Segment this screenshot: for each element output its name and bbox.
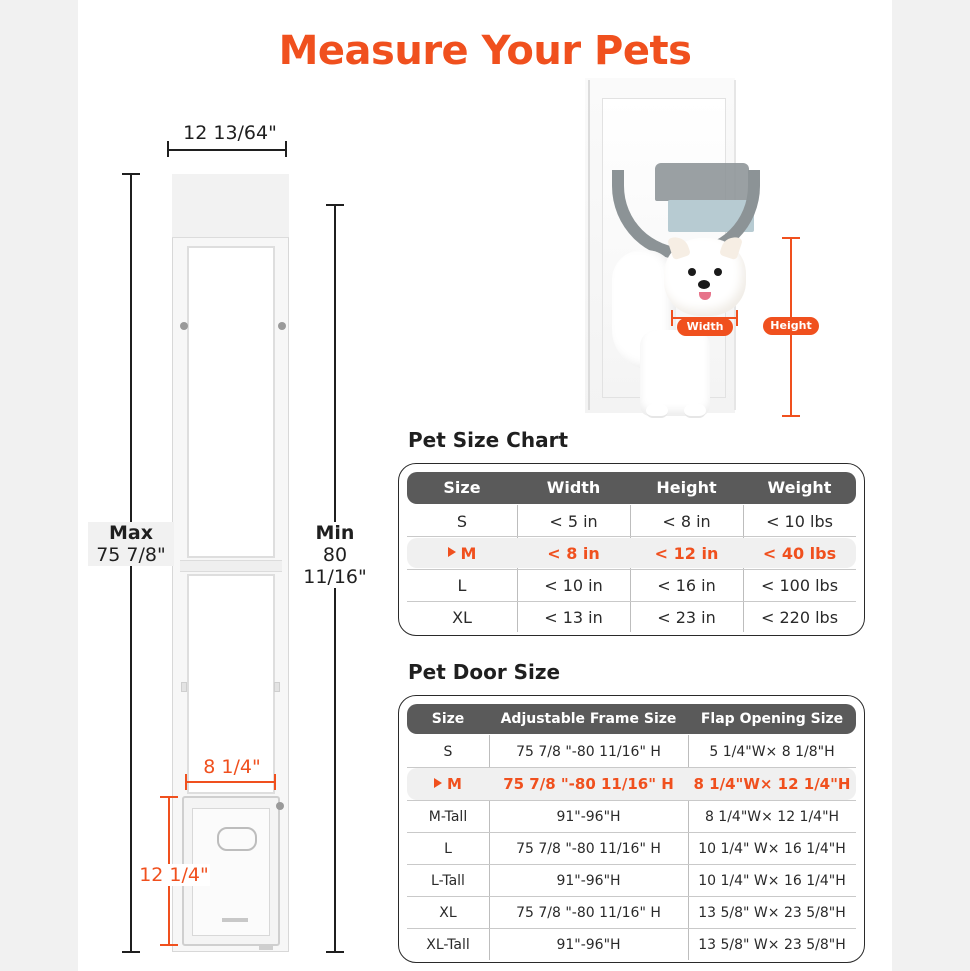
top-width-label: 12 13/64" (183, 122, 277, 144)
table-row (407, 506, 856, 536)
right-margin (892, 0, 970, 971)
cell-height: < 16 in (657, 575, 716, 595)
left-margin (0, 0, 78, 971)
min-value: 80 11/16" (303, 544, 367, 588)
cell-size: XL (439, 904, 457, 921)
cell-height: < 12 in (654, 543, 719, 563)
door-screw (278, 322, 286, 330)
top-width-line (168, 149, 286, 151)
dim-tick (160, 796, 178, 798)
door-screw (180, 322, 188, 330)
cell-flap: 8 1/4"W× 12 1/4"H (704, 808, 840, 825)
flap-width-label: 8 1/4" (203, 756, 261, 778)
cell-width: < 8 in (547, 543, 600, 563)
flap-lock (276, 802, 284, 810)
header-weight: Weight (767, 478, 832, 497)
dim-tick (671, 310, 673, 326)
cell-frame: 91"-96"H (556, 808, 621, 825)
door-divider (180, 560, 282, 572)
table-row (407, 736, 856, 767)
door-header (172, 174, 289, 238)
header-flap-size: Flap Opening Size (700, 711, 844, 727)
cell-size (407, 544, 517, 563)
table-row (407, 570, 856, 600)
cell-frame: 75 7/8 "-80 11/16" H (503, 775, 674, 793)
flap-logo-outline (217, 827, 257, 851)
pointer-arrow-icon (448, 547, 456, 557)
flap-width-line (186, 781, 276, 783)
max-label: Max (109, 522, 153, 544)
cell-size: XL-Tall (426, 936, 470, 953)
table-row (407, 865, 856, 896)
dim-tick (185, 774, 187, 790)
flap-label-plate (222, 918, 248, 922)
cell-size-text: M (460, 543, 477, 563)
cell-size: L (444, 840, 452, 857)
cell-flap: 8 1/4"W× 12 1/4"H (693, 775, 851, 793)
cell-size: XL (452, 607, 472, 627)
cell-width: < 5 in (549, 511, 598, 531)
header-frame-size: Adjustable Frame Size (500, 711, 677, 727)
pet-size-chart-table (398, 463, 865, 636)
cell-size-text: M (447, 775, 462, 793)
dog-nose (698, 280, 710, 289)
min-height-label (292, 522, 378, 588)
table-header (407, 472, 856, 504)
cell-frame: 91"-96"H (556, 936, 621, 953)
cell-width: < 13 in (544, 607, 603, 627)
dog-eye (714, 268, 722, 276)
table-row (407, 801, 856, 832)
dim-tick (167, 141, 169, 157)
table-header (407, 704, 856, 734)
cell-weight: < 100 lbs (760, 575, 839, 595)
min-label: Min (315, 522, 355, 544)
flap-height-label: 12 1/4" (139, 864, 209, 886)
table-row (407, 929, 856, 960)
dim-tick (782, 237, 800, 239)
dog-eye (688, 268, 696, 276)
table-row-highlighted (407, 768, 856, 800)
dog-paw (646, 404, 668, 418)
table-row-highlighted (407, 538, 856, 568)
dim-tick (326, 204, 344, 206)
header-width: Width (546, 478, 601, 497)
cell-frame: 91"-96"H (556, 872, 621, 889)
header-size: Size (443, 478, 481, 497)
cell-size (407, 775, 489, 793)
cell-height: < 23 in (657, 607, 716, 627)
cell-size: S (443, 743, 453, 760)
cell-height: < 8 in (662, 511, 711, 531)
pet-door-size-table (398, 695, 865, 963)
cell-weight: < 10 lbs (766, 511, 833, 531)
cell-flap: 13 5/8" W× 23 5/8"H (698, 936, 846, 953)
cell-frame: 75 7/8 "-80 11/16" H (516, 743, 661, 760)
cell-frame: 75 7/8 "-80 11/16" H (516, 840, 661, 857)
table-row (407, 602, 856, 632)
pet-door-size-title: Pet Door Size (408, 660, 561, 684)
width-pill: Width (677, 318, 733, 336)
cell-weight: < 40 lbs (762, 543, 837, 563)
dim-tick (160, 944, 178, 946)
table-row (407, 897, 856, 928)
cell-flap: 5 1/4"W× 8 1/8"H (709, 743, 835, 760)
door-clip (274, 682, 280, 692)
cell-size: S (456, 511, 468, 531)
dim-tick (782, 415, 800, 417)
dim-tick (122, 951, 140, 953)
cell-flap: 10 1/4" W× 16 1/4"H (698, 840, 846, 857)
page-title: Measure Your Pets (278, 28, 692, 74)
header-size: Size (431, 711, 465, 727)
cell-flap: 13 5/8" W× 23 5/8"H (698, 904, 846, 921)
cell-width: < 10 in (544, 575, 603, 595)
cell-size: M-Tall (428, 808, 468, 825)
door-clip (181, 682, 187, 692)
row-divider (407, 536, 856, 537)
max-height-label (88, 522, 174, 566)
cell-size: L-Tall (431, 872, 465, 889)
height-pill: Height (763, 317, 819, 335)
pointer-arrow-icon (434, 778, 442, 788)
door-foot (259, 944, 273, 950)
max-value: 75 7/8" (96, 544, 166, 566)
table-row (407, 833, 856, 864)
cell-frame: 75 7/8 "-80 11/16" H (516, 904, 661, 921)
cell-size: L (457, 575, 467, 595)
cell-flap: 10 1/4" W× 16 1/4"H (698, 872, 846, 889)
dog-paw (684, 404, 706, 418)
pet-size-chart-title: Pet Size Chart (408, 428, 569, 452)
door-upper-panel (187, 246, 275, 558)
cell-weight: < 220 lbs (760, 607, 839, 627)
dim-tick (122, 173, 140, 175)
dim-tick (736, 310, 738, 326)
dim-tick (326, 951, 344, 953)
dim-tick (274, 774, 276, 790)
dim-tick (285, 141, 287, 157)
header-height: Height (656, 478, 717, 497)
